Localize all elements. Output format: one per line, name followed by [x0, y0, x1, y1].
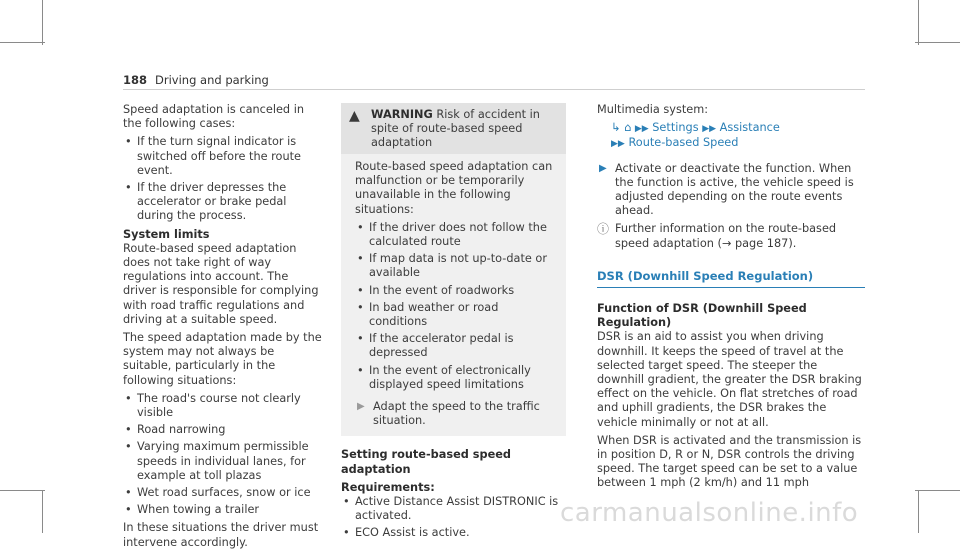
list-item: • Active Distance Assist DISTRONIC is activated. [343, 495, 559, 523]
crop-mark [42, 0, 43, 45]
warning-header [341, 103, 566, 154]
list-item: • If the driver depresses the accelerator or brake pedal during the process. [125, 181, 287, 223]
menu-path [597, 121, 865, 136]
list-item: • In the event of roadworks [357, 283, 515, 297]
header-divider [123, 89, 865, 90]
list-item: • If the driver does not follow the calculated route [357, 220, 547, 249]
warning-title: Risk of accident in spite of route-based speed adaptation [371, 108, 540, 149]
warning-label: WARNING [371, 108, 433, 121]
requirements-title: Requirements: [341, 480, 435, 494]
section-divider [597, 287, 865, 288]
list-item: • The road's course not clearly visible [125, 391, 301, 420]
crop-mark [915, 42, 960, 43]
crop-mark [0, 490, 45, 491]
system-label: Multimedia system: [597, 103, 709, 116]
crop-mark [918, 0, 919, 45]
arrow-right-icon: ▶ [357, 401, 365, 413]
intro-text: Speed adaptation is canceled in the following cases: [123, 103, 304, 131]
path-settings[interactable]: Settings [652, 121, 699, 135]
list-item: • If the turn signal indicator is switched off before the route event. [125, 135, 301, 177]
list-item: • In bad weather or road conditions [357, 300, 499, 329]
cases-list [123, 135, 323, 223]
setting-title: Setting route-based speed adaptation [341, 448, 511, 476]
crop-mark [0, 42, 45, 43]
list-item: • If the accelerator pedal is depressed [357, 332, 514, 360]
path-arrow-icon: ↳ [611, 121, 621, 135]
chevron-icon: ▶▶ [702, 124, 717, 135]
requirements-list [341, 495, 566, 541]
warning-action: ▶ Adapt the speed to the traffic situation. [357, 400, 540, 428]
list-item: • Road narrowing [125, 423, 226, 437]
crop-mark [42, 490, 43, 533]
crop-mark [915, 490, 960, 491]
home-icon: ⌂ [624, 121, 632, 135]
action-step: ▶ Activate or deactivate the function. When the function is active, the vehicle speed is adjusted depending on the route events ahead. [599, 161, 854, 218]
function-text: DSR is an aid to assist you when driving downhill. It keeps the speed of travel at the selected target speed. The steeper the downhill gradient, the greater the DSR braking effect on the vehicle. On flat stretches of road and uphill gradients, the DSR brakes the vehicle minimally or not at all. [597, 330, 862, 429]
list-item: • Wet road surfaces, snow or ice [125, 486, 311, 500]
right-column [597, 103, 865, 495]
menu-path-2 [597, 136, 865, 151]
arrow-right-icon: ▶ [599, 162, 607, 174]
warning-box [341, 103, 566, 436]
left-column [123, 103, 323, 554]
limits-text-2: The speed adaptation made by the system may not always be suitable, particularly in the following situations: [123, 331, 322, 387]
middle-column [341, 103, 566, 545]
list-item: • In the event of electronically displayed speed limitations [357, 363, 531, 391]
section-title: DSR (Downhill Speed Regulation) [597, 268, 814, 283]
limits-text: Route-based speed adaptation does not take right of way regulations into account. The driver is responsible for complying with road traffic regulations and driving at a suitable speed. [123, 241, 319, 326]
function-title: Function of DSR (Downhill Speed Regulation) [597, 302, 807, 330]
list-item: • Varying maximum permissible speeds in individual lanes, for example at toll plazas [125, 440, 309, 482]
path-route[interactable]: Route-based Speed [628, 136, 739, 150]
watermark: carmanualsonline.info [560, 498, 859, 528]
warning-text: Route-based speed adaptation can malfunction or be temporarily unavailable in the following situations: [355, 160, 553, 216]
situations-list [123, 392, 323, 518]
list-item: • ECO Assist is active. [343, 526, 470, 540]
closing-text: In these situations the driver must intervene accordingly. [123, 521, 319, 549]
crop-mark [918, 490, 919, 533]
info-icon: ⓘ [597, 222, 610, 237]
activation-text: When DSR is activated and the transmission is in position D, R or N, DSR controls the driving speed. The target speed can be set to a value between 1 mph (2 km/h) and 11 mph [597, 433, 862, 490]
path-assistance[interactable]: Assistance [719, 121, 780, 135]
warning-list [355, 221, 556, 392]
warning-body [341, 154, 566, 436]
list-item: • If map data is not up-to-date or available [357, 252, 547, 280]
info-note: ⓘ Further information on the route-based speed adaptation (→ page 187). [597, 222, 837, 250]
section-name: Driving and parking [155, 73, 269, 87]
page-number: 188 [123, 73, 148, 87]
page-header [123, 73, 269, 87]
chevron-icon: ▶▶ [634, 124, 649, 135]
chevron-icon: ▶▶ [611, 139, 625, 150]
warning-triangle-icon: ▲ [349, 108, 360, 124]
limits-title: System limits [123, 227, 210, 241]
list-item: • When towing a trailer [125, 503, 260, 517]
